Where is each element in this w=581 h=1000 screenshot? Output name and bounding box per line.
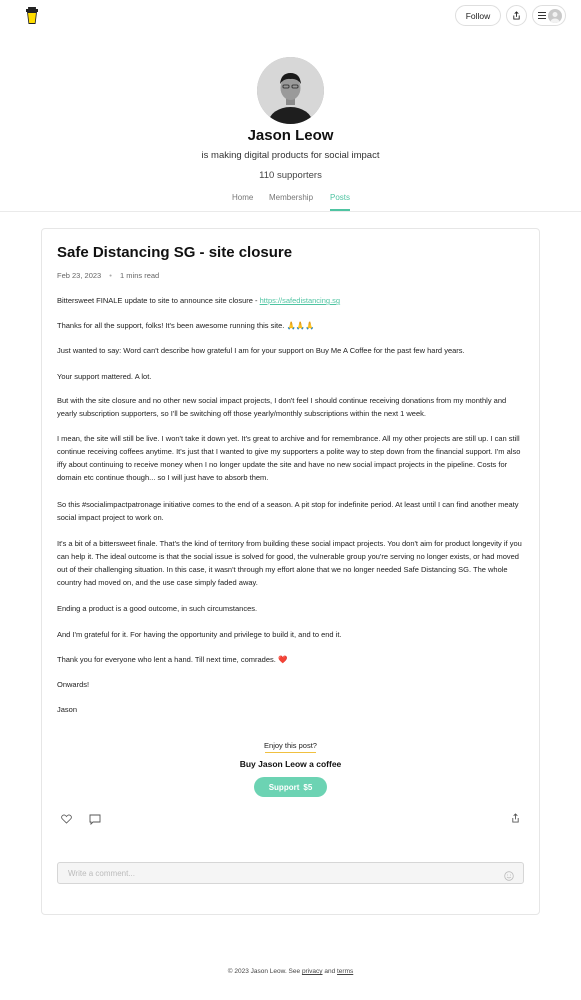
follow-button[interactable]	[455, 5, 501, 26]
support-label: Support	[268, 782, 300, 792]
footer	[0, 968, 581, 975]
enjoy-underline	[265, 752, 316, 753]
comment-icon[interactable]	[89, 813, 101, 825]
post-paragraph: So this #socialimpactpatronage initiative comes to the end of a season. A pit stop for indefinite period. At least until I can find another meaty social impact project to work on.	[57, 500, 519, 522]
post-date: Feb 23, 2023	[57, 271, 102, 280]
heart-icon[interactable]	[60, 813, 72, 825]
account-menu-button[interactable]	[532, 5, 566, 26]
post-paragraph: Thank you for everyone who lent a hand. Till next time, comrades. ❤️	[57, 655, 288, 664]
post-meta	[57, 271, 159, 280]
share-icon	[512, 11, 521, 20]
profile-tabs	[0, 193, 581, 212]
profile-name: Jason Leow	[247, 127, 334, 144]
post-paragraph	[57, 294, 527, 307]
terms-link[interactable]: terms	[337, 968, 354, 975]
footer-text: © 2023 Jason Leow. See	[227, 968, 302, 975]
post-paragraph: Thanks for all the support, folks! It's been awesome running this site. 🙏🙏🙏	[57, 321, 315, 330]
enjoy-prompt: Enjoy this post?	[264, 741, 317, 750]
user-icon	[548, 9, 562, 23]
supporters-count: 110 supporters	[259, 170, 322, 181]
tabs-divider	[0, 211, 581, 212]
support-amount: $5	[303, 782, 313, 792]
tab-posts[interactable]: Posts	[330, 193, 351, 202]
post-signature: Jason	[57, 705, 78, 714]
post-paragraph: Just wanted to say: Word can't describe how grateful I am for your support on Buy Me A Coffee for the past few hard years.	[57, 346, 465, 355]
emoji-icon[interactable]	[504, 868, 514, 878]
post-paragraph: And I'm grateful for it. For having the opportunity and privilege to build it, and to end it.	[57, 630, 342, 639]
tab-membership[interactable]: Membership	[269, 193, 314, 202]
follow-label: Follow	[465, 10, 491, 21]
profile-tagline: is making digital products for social impact	[201, 150, 380, 161]
cup-logo-icon[interactable]	[24, 6, 40, 26]
profile-avatar	[257, 57, 324, 124]
post-read-time: 1 mins read	[120, 271, 160, 280]
comment-input[interactable]	[57, 862, 524, 884]
top-bar	[0, 0, 581, 32]
hamburger-icon	[538, 12, 546, 19]
post-paragraph: But with the site closure and no other new social impact projects, I don't feel I should continue receiving donations from my monthly and yearly subscription supporters, so I'll be switching off those yearly/monthly subscriptions within the next 1 week.	[57, 396, 507, 418]
buy-coffee-heading: Buy Jason Leow a coffee	[239, 759, 342, 769]
post-paragraph: Onwards!	[57, 680, 90, 689]
share-button[interactable]	[506, 5, 527, 26]
privacy-link[interactable]: privacy	[301, 968, 323, 975]
tab-home[interactable]: Home	[232, 193, 254, 202]
post-paragraph: Your support mattered. A lot.	[57, 372, 152, 381]
meta-separator: •	[109, 271, 112, 280]
intro-text: Bittersweet FINALE update to site to announce site closure -	[57, 296, 260, 305]
support-button[interactable]	[254, 777, 327, 797]
post-title: Safe Distancing SG - site closure	[57, 244, 293, 261]
post-paragraph: I mean, the site will still be live. I won't take it down yet. It's great to archive and for remembrance. All my other projects are still up. I can still continue receiving coffees anytime. It's just that I wanted to give my supporters a polite way to step down from the financial support. I'm also iffy about continuing to receive money when I no longer update the site and have no new social impact projects in the pipeline. Costs for domain etc continue though... so I will just have to absorb them.	[57, 434, 521, 482]
post-paragraph: Ending a product is a good outcome, in such circumstances.	[57, 604, 258, 613]
footer-and: and	[322, 968, 337, 975]
share-icon[interactable]	[509, 812, 521, 824]
site-link[interactable]: https://safedistancing.sg	[259, 296, 341, 305]
post-paragraph: It's a bit of a bittersweet finale. That's the kind of territory from building these social impact projects. You don't aim for product longevity if you can help it. The ideal outcome is that the social issue is solved for good, the vulnerable group you're serving no longer exists, or had moved out of their challenging situation. In this case, it wasn't through my effort alone that we no longer needed Safe Distancing SG. The whole country had moved on, and the use case simply faded away.	[57, 539, 522, 587]
